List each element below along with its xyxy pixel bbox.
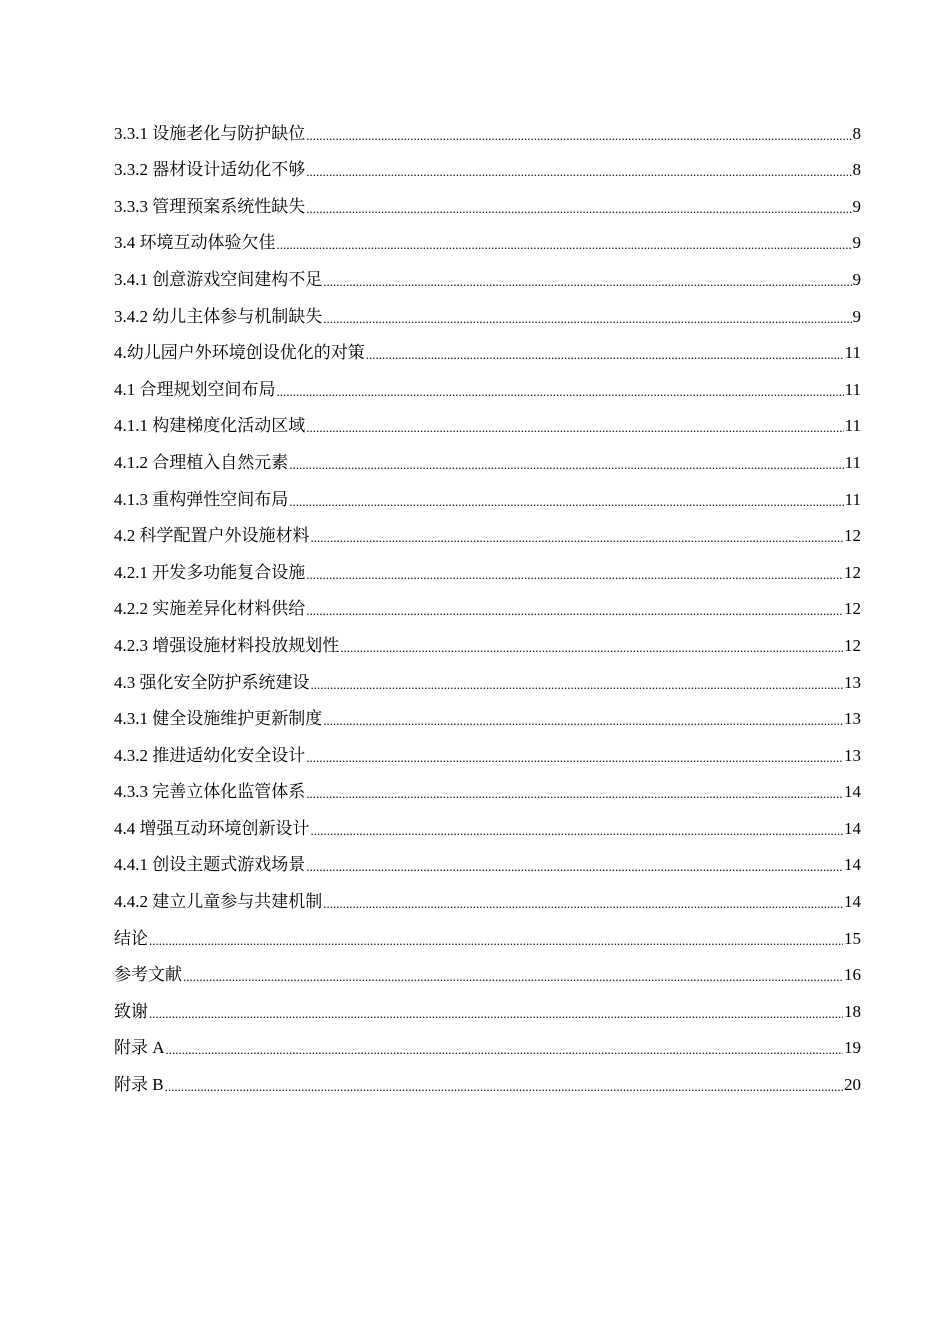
toc-entry[interactable] [114, 222, 861, 259]
toc-entry-title: 3.4.2 幼儿主体参与机制缺失 [114, 306, 323, 326]
toc-entry-page: 12 [844, 562, 861, 582]
toc-dot-leader [366, 342, 844, 368]
toc-entry-title: 4.3.1 健全设施维护更新制度 [114, 709, 323, 729]
toc-entry[interactable] [114, 698, 861, 735]
table-of-contents [114, 112, 861, 1100]
toc-entry-page: 9 [852, 269, 861, 289]
toc-entry-title: 3.4 环境互动体验欠佳 [114, 233, 276, 253]
toc-entry-page: 8 [852, 123, 861, 143]
toc-entry-page: 19 [844, 1038, 861, 1058]
toc-entry-title: 4.3.2 推进适幼化安全设计 [114, 745, 306, 765]
toc-entry-page: 11 [844, 343, 861, 363]
toc-entry[interactable] [114, 1063, 861, 1100]
toc-entry-page: 9 [852, 196, 861, 216]
toc-dot-leader [149, 928, 843, 954]
toc-dot-leader [277, 232, 852, 258]
toc-entry[interactable] [114, 112, 861, 149]
toc-dot-leader [306, 781, 843, 807]
toc-dot-leader [306, 415, 843, 441]
toc-entry-title: 3.3.1 设施老化与防护缺位 [114, 123, 306, 143]
toc-entry-title: 4.1.3 重构弹性空间布局 [114, 489, 289, 509]
toc-entry-title: 4.幼儿园户外环境创设优化的对策 [114, 343, 365, 363]
toc-dot-leader [306, 854, 843, 880]
toc-entry-page: 12 [844, 526, 861, 546]
toc-entry[interactable] [114, 954, 861, 991]
toc-dot-leader [165, 1074, 843, 1100]
toc-entry-page: 9 [852, 306, 861, 326]
toc-entry-title: 3.3.3 管理预案系统性缺失 [114, 196, 306, 216]
toc-entry-page: 13 [844, 672, 861, 692]
toc-entry-page: 14 [844, 855, 861, 875]
toc-entry-page: 18 [844, 1001, 861, 1021]
toc-dot-leader [306, 159, 851, 185]
toc-entry[interactable] [114, 515, 861, 552]
toc-entry-title: 4.3.3 完善立体化监管体系 [114, 782, 306, 802]
toc-entry[interactable] [114, 588, 861, 625]
toc-entry-page: 11 [844, 489, 861, 509]
toc-entry-title: 4.4.1 创设主题式游戏场景 [114, 855, 306, 875]
toc-entry[interactable] [114, 478, 861, 515]
toc-entry-title: 4.2.3 增强设施材料投放规划性 [114, 635, 340, 655]
toc-entry-page: 14 [844, 782, 861, 802]
toc-dot-leader [306, 562, 843, 588]
toc-entry[interactable] [114, 149, 861, 186]
toc-dot-leader [311, 525, 844, 551]
toc-dot-leader [306, 196, 851, 222]
toc-entry-page: 11 [844, 416, 861, 436]
toc-entry[interactable] [114, 295, 861, 332]
toc-entry-title: 3.3.2 器材设计适幼化不够 [114, 160, 306, 180]
toc-entry[interactable] [114, 258, 861, 295]
toc-entry[interactable] [114, 917, 861, 954]
toc-entry[interactable] [114, 185, 861, 222]
toc-entry-title: 附录 A [114, 1038, 165, 1058]
toc-entry-title: 4.4 增强互动环境创新设计 [114, 818, 310, 838]
toc-entry[interactable] [114, 551, 861, 588]
toc-dot-leader [183, 964, 843, 990]
toc-dot-leader [289, 452, 843, 478]
toc-entry[interactable] [114, 368, 861, 405]
toc-entry-title: 致谢 [114, 1001, 148, 1021]
toc-dot-leader [323, 269, 851, 295]
toc-entry-title: 参考文献 [114, 965, 182, 985]
toc-dot-leader [323, 306, 851, 332]
toc-dot-leader [323, 708, 843, 734]
toc-entry[interactable] [114, 405, 861, 442]
toc-entry-page: 9 [852, 233, 861, 253]
toc-entry-page: 16 [844, 965, 861, 985]
toc-entry-title: 3.4.1 创意游戏空间建构不足 [114, 269, 323, 289]
toc-entry[interactable] [114, 441, 861, 478]
toc-dot-leader [306, 123, 851, 149]
toc-entry-page: 12 [844, 635, 861, 655]
toc-entry-title: 结论 [114, 928, 148, 948]
toc-dot-leader [149, 1001, 843, 1027]
toc-dot-leader [311, 818, 844, 844]
toc-entry-title: 4.2.1 开发多功能复合设施 [114, 562, 306, 582]
toc-entry[interactable] [114, 990, 861, 1027]
toc-entry[interactable] [114, 1027, 861, 1064]
toc-entry-page: 8 [852, 160, 861, 180]
toc-entry-title: 4.2 科学配置户外设施材料 [114, 526, 310, 546]
toc-dot-leader [311, 672, 844, 698]
toc-entry-title: 4.1.2 合理植入自然元素 [114, 452, 289, 472]
toc-dot-leader [289, 489, 843, 515]
toc-entry-page: 13 [844, 745, 861, 765]
toc-entry[interactable] [114, 661, 861, 698]
toc-entry-page: 11 [844, 379, 861, 399]
toc-entry[interactable] [114, 807, 861, 844]
toc-entry[interactable] [114, 844, 861, 881]
toc-entry-title: 4.2.2 实施差异化材料供给 [114, 599, 306, 619]
toc-entry-title: 4.1.1 构建梯度化活动区域 [114, 416, 306, 436]
toc-entry-page: 14 [844, 818, 861, 838]
toc-entry[interactable] [114, 734, 861, 771]
toc-dot-leader [340, 635, 843, 661]
toc-entry-page: 11 [844, 452, 861, 472]
toc-entry-page: 13 [844, 709, 861, 729]
toc-entry-title: 附录 B [114, 1075, 164, 1095]
toc-entry-page: 15 [844, 928, 861, 948]
toc-dot-leader [277, 379, 844, 405]
toc-dot-leader [306, 745, 843, 771]
toc-entry-page: 12 [844, 599, 861, 619]
toc-dot-leader [166, 1037, 843, 1063]
toc-dot-leader [306, 598, 843, 624]
toc-entry[interactable] [114, 771, 861, 808]
toc-entry[interactable] [114, 880, 861, 917]
toc-entry[interactable] [114, 624, 861, 661]
toc-entry-title: 4.3 强化安全防护系统建设 [114, 672, 310, 692]
toc-entry-page: 14 [844, 892, 861, 912]
toc-dot-leader [323, 891, 843, 917]
toc-entry[interactable] [114, 332, 861, 369]
toc-entry-page: 20 [844, 1075, 861, 1095]
toc-entry-title: 4.1 合理规划空间布局 [114, 379, 276, 399]
toc-entry-title: 4.4.2 建立儿童参与共建机制 [114, 892, 323, 912]
